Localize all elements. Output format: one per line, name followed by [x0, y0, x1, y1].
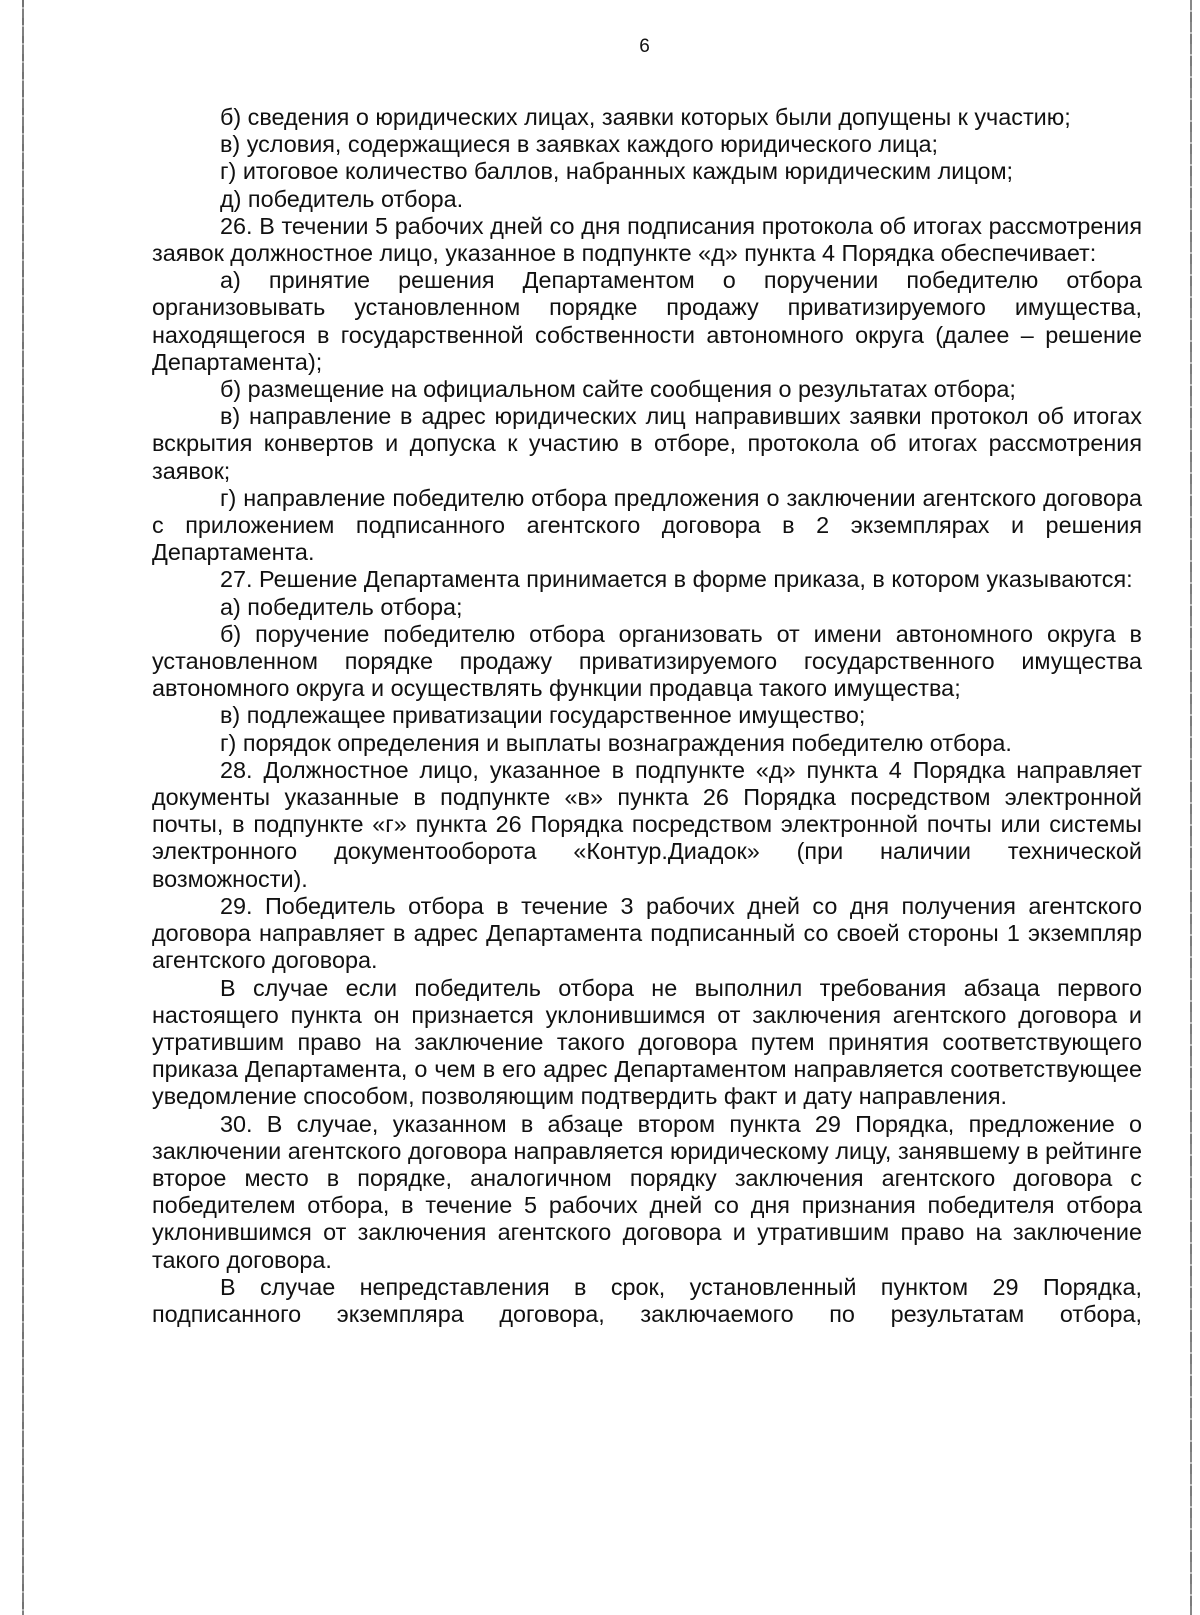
paragraph-27-v: в) подлежащее приватизации государственное имущество;	[220, 702, 866, 729]
paragraph-29: 29. Победитель отбора в течение 3 рабочих дней со дня получения агентского договора направляет в адрес Департамента подписанный со своей стороны 1 экземпляр агентского договора.	[152, 892, 1142, 974]
paragraph-27: 27. Решение Департамента принимается в форме приказа, в котором указываются:	[220, 566, 1133, 593]
paragraph-g-total-score: г) итоговое количество баллов, набранных каждым юридическим лицом;	[220, 158, 1014, 185]
paragraph-26-g: г) направление победителю отбора предложения о заключении агентского договора с приложением подписанного агентского договора в 2 экземплярах и решения Департамента.	[152, 484, 1142, 566]
paragraph-26-b: б) размещение на официальном сайте сообщения о результатах отбора;	[220, 376, 1016, 403]
paragraph-26-v: в) направление в адрес юридических лиц направивших заявки протокол об итогах вскрытия конвертов и допуска к участию в отборе, протокола об итогах рассмотрения заявок;	[152, 403, 1142, 484]
paragraph-27-b: б) поручение победителю отбора организовать от имени автономного округа в установленном порядке продажу приватизируемого государственного имущества автономного округа и осуществлять функции продавца такого имущества;	[152, 620, 1142, 702]
paragraph-27-g: г) порядок определения и выплаты вознаграждения победителю отбора.	[220, 729, 1012, 756]
paragraph-30: 30. В случае, указанном в абзаце втором пункта 29 Порядка, предложение о заключении агентского договора направляется юридическому лицу, занявшему в рейтинге второе место в порядке, аналогичном порядку заключения агентского договора с победителем отбора, в течение 5 рабочих дней со дня признания победителя отбора уклонившимся от заключения агентского договора и утратившим право на заключение такого договора.	[152, 1110, 1142, 1273]
paragraph-v-conditions: в) условия, содержащиеся в заявках каждого юридического лица;	[220, 131, 939, 158]
scan-left-edge	[22, 0, 24, 1615]
paragraph-27-a: а) победитель отбора;	[220, 593, 463, 620]
paragraph-28: 28. Должностное лицо, указанное в подпункте «д» пункта 4 Порядка направляет документы указанные в подпункте «в» пункта 26 Порядка посредством электронной почты, в подпункте «г» пункта 26 Порядка посредством электронной почты или системы электронного документооборота «Контур.Диадок» (при наличии технической возможности).	[152, 756, 1142, 892]
scan-right-edge	[1190, 0, 1192, 1615]
paragraph-d-winner: д) победитель отбора.	[220, 185, 464, 212]
page-number: 6	[639, 36, 651, 57]
document-body	[152, 104, 1142, 1328]
paragraph-b-participants: б) сведения о юридических лицах, заявки которых были допущены к участию;	[220, 104, 1071, 130]
paragraph-26: 26. В течении 5 рабочих дней со дня подписания протокола об итогах рассмотрения заявок должностное лицо, указанное в подпункте «д» пункта 4 Порядка обеспечивает:	[152, 212, 1142, 267]
paragraph-30-second: В случае непредставления в срок, установленный пунктом 29 Порядка, подписанного экземпляра договора, заключаемого по результатам отбора,	[152, 1273, 1142, 1327]
paragraph-26-a: а) принятие решения Департаментом о поручении победителю отбора организовывать установленном порядке продажу приватизируемого имущества, находящегося в государственной собственности автономного округа (далее – решение Департамента);	[152, 267, 1142, 375]
paragraph-29-second: В случае если победитель отбора не выполнил требования абзаца первого настоящего пункта он признается уклонившимся от заключения агентского договора и утратившим право на заключение такого договора путем принятия соответствующего приказа Департамента, о чем в его адрес Департаментом направляется соответствующее уведомление способом, позволяющим подтвердить факт и дату направления.	[152, 974, 1142, 1110]
